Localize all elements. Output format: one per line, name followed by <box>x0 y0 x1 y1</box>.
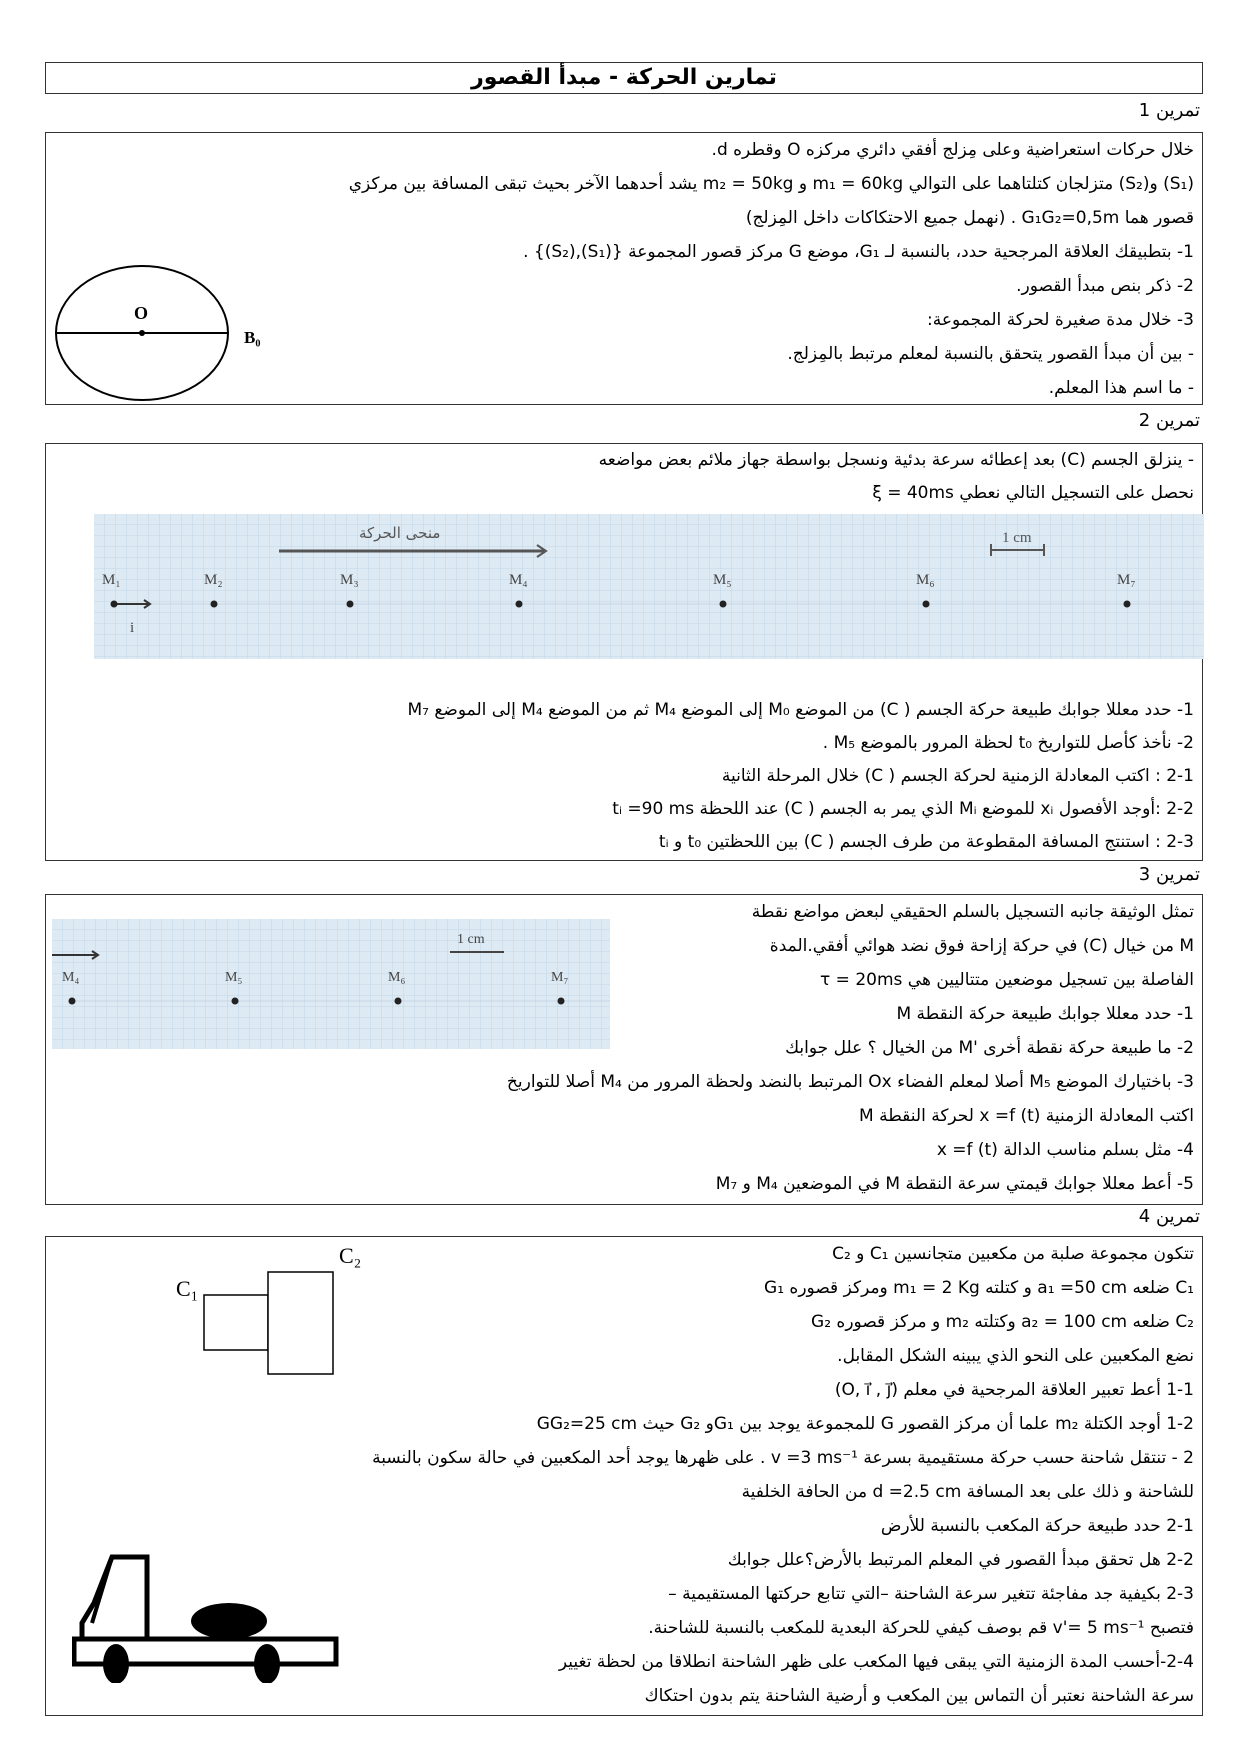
point-label: M₄ <box>62 970 80 985</box>
point-label: M₆ <box>388 970 406 985</box>
text-line: 4- مثل بسلم مناسب الدالة x =f (t) <box>936 1140 1194 1160</box>
exercise-1-label: تمرين 1 <box>1138 100 1200 121</box>
text-line: سرعة الشاحنة نعتبر أن التماس بين المكعب و أرضية الشاحنة يتم بدون احتكاك <box>644 1686 1194 1706</box>
truck-load <box>191 1603 267 1639</box>
point-m1 <box>111 601 118 608</box>
text-line: 1- بتطبيقك العلاقة المرجحية حدد، بالنسبة لـ G₁، موضع G مركز قصور المجموعة {(S₁),(S₂)} . <box>523 242 1194 262</box>
text-line: 1- حدد معللا جوابك طبيعة حركة الجسم ( C) من الموضع M₀ إلى الموضع M₄ ثم من الموضع M₄ إلى الموضع M₇ <box>407 700 1194 720</box>
text-line: اكتب المعادلة الزمنية x =f (t) لحركة النقطة M <box>859 1106 1194 1126</box>
text-line: الفاصلة بين تسجيل موضعين متتاليين هي τ = 20ms <box>820 970 1194 990</box>
text-line: 2- ما طبيعة حركة نقطة أخرى 'M من الخيال ؟ علل جوابك <box>785 1038 1194 1058</box>
recording-strip-3 <box>52 919 610 1049</box>
point-label: M₇ <box>1117 572 1136 588</box>
point-m2 <box>211 601 218 608</box>
text-line: خلال حركات استعراضية وعلى مِزلج أفقي دائري مركزه O وقطره d. <box>711 140 1194 160</box>
point-m7 <box>558 998 565 1005</box>
recording-strip <box>94 514 1204 659</box>
text-line: 3- خلال مدة صغيرة لحركة المجموعة: <box>926 310 1194 330</box>
exercise-2-intro <box>54 444 1194 510</box>
text-line: (S₁) و(S₂) متزلجان كتلتاهما على التوالي m₁ = 60kg و m₂ = 50kg يشد أحدهما الآخر بحيث تبقى المسافة بين مركزي <box>348 174 1194 194</box>
text-line: تمثل الوثيقة جانبه التسجيل بالسلم الحقيقي لبعض مواضع نقطة <box>751 902 1194 922</box>
exercise-4-label: تمرين 4 <box>1138 1206 1200 1227</box>
text-line: - ما اسم هذا المعلم. <box>1048 378 1194 398</box>
cube-c2 <box>268 1272 333 1374</box>
text-line: قصور هما G₁G₂=0,5m . (نهمل جميع الاحتكاكات داخل المِزلج) <box>745 208 1194 228</box>
text-line: C₁ ضلعه a₁ =50 cm و كتلته m₁ = 2 Kg ومركز قصوره G₁ <box>764 1278 1194 1298</box>
cube-c2-label: C₂ <box>339 1243 362 1268</box>
direction-label: منحى الحركة <box>359 524 441 542</box>
exercise-2-questions <box>54 694 1194 859</box>
exercise-2-label: تمرين 2 <box>1138 410 1200 431</box>
truck-cab <box>82 1557 147 1639</box>
exercise-1-box <box>45 132 1203 405</box>
truck-figure <box>72 1553 347 1683</box>
text-line: نحصل على التسجيل التالي نعطي ξ = 40ms <box>872 483 1194 503</box>
truck-wheel-front <box>254 1644 280 1683</box>
center-point <box>139 330 145 336</box>
scale-label: 1 cm <box>457 932 485 947</box>
point-label: M₃ <box>340 572 359 588</box>
text-line: تتكون مجموعة صلبة من مكعبين متجانسين C₁ و C₂ <box>832 1244 1194 1264</box>
point-label: M₅ <box>225 970 243 985</box>
text-line: 2-3 بكيفية جد مفاجئة تتغير سرعة الشاحنة –التي تتابع حركتها المستقيمية – <box>668 1584 1194 1604</box>
point-label: B₀ <box>244 328 261 347</box>
text-line: 1-1 أعط تعبير العلاقة المرجحية في معلم (O, i⃗ , j⃗) <box>834 1380 1194 1400</box>
text-line: 3- باختيارك الموضع M₅ أصلا لمعلم الفضاء Ox المرتبط بالنضد ولحظة المرور من M₄ أصلا للتواريخ <box>506 1072 1194 1092</box>
cube-c1-label: C₁ <box>176 1276 199 1301</box>
point-label: M₇ <box>551 970 569 985</box>
point-m6 <box>923 601 930 608</box>
point-label: M₅ <box>713 572 732 588</box>
point-m5 <box>232 998 239 1005</box>
text-line: 2-2 هل تحقق مبدأ القصور في المعلم المرتبط بالأرض؟علل جوابك <box>727 1550 1194 1570</box>
truck-wheel-rear <box>103 1644 129 1683</box>
point-m7 <box>1124 601 1131 608</box>
unit-vector-label: i <box>130 620 135 636</box>
page-title: تمارين الحركة - مبدأ القصور <box>45 62 1203 94</box>
text-line: 1- حدد معللا جوابك طبيعة حركة النقطة M <box>896 1004 1194 1024</box>
text-line: 5- أعط معللا جوابك قيمتي سرعة النقطة M في الموضعين M₄ و M₇ <box>715 1174 1194 1194</box>
point-m3 <box>347 601 354 608</box>
text-line: 2- نأخذ كأصل للتواريخ t₀ لحظة المرور بالموضع M₅ . <box>822 733 1194 753</box>
exercise-2-box <box>45 443 1203 861</box>
text-line: - ينزلق الجسم (C) بعد إعطائه سرعة بدئية ونسجل بواسطة جهاز ملائم بعض مواضعه <box>598 450 1194 470</box>
text-line: C₂ ضلعه a₂ = 100 cm وكتلته m₂ و مركز قصوره G₂ <box>811 1312 1194 1332</box>
skating-rink-figure <box>54 263 274 403</box>
point-label: M₂ <box>204 572 223 588</box>
text-line: 1-2 أوجد الكتلة m₂ علما أن مركز القصور G للمجموعة يوجد بين G₁و G₂ حيث GG₂=25 cm <box>536 1414 1194 1434</box>
text-line: 2-1 : اكتب المعادلة الزمنية لحركة الجسم ( C) خلال المرحلة الثانية <box>721 766 1194 786</box>
cube-c1 <box>204 1295 268 1350</box>
text-line: 2- ذكر بنص مبدأ القصور. <box>1016 276 1194 296</box>
exercise-3-label: تمرين 3 <box>1138 864 1200 885</box>
text-line: للشاحنة و ذلك على بعد المسافة d =2.5 cm من الحافة الخلفية <box>741 1482 1194 1502</box>
point-label: M₁ <box>102 572 121 588</box>
point-m4 <box>516 601 523 608</box>
text-line: 2-3 : استنتج المسافة المقطوعة من طرف الجسم ( C) بين اللحظتين t₀ و tᵢ <box>658 832 1194 852</box>
point-m6 <box>395 998 402 1005</box>
text-line: نضع المكعبين على النحو الذي يبينه الشكل المقابل. <box>837 1346 1194 1366</box>
point-label: M₄ <box>509 572 528 588</box>
cubes-figure <box>156 1241 406 1391</box>
point-label: M₆ <box>916 572 935 588</box>
point-m5 <box>720 601 727 608</box>
exercise-4-box <box>45 1236 1203 1716</box>
text-line: 2-4-أحسب المدة الزمنية التي يبقى فيها المكعب على ظهر الشاحنة انطلاقا من لحظة تغيير <box>558 1652 1194 1672</box>
center-label: O <box>134 303 149 323</box>
text-line: M من خيال (C) في حركة إزاحة فوق نضد هوائي أفقي.المدة <box>769 936 1194 956</box>
text-line: 2-2 :أوجد الأفصول xᵢ للموضع Mᵢ الذي يمر به الجسم ( C) عند اللحظة tᵢ =90 ms <box>612 799 1194 819</box>
text-line: - بين أن مبدأ القصور يتحقق بالنسبة لمعلم مرتبط بالمِزلج. <box>787 344 1194 364</box>
text-line: 2 - تنتقل شاحنة حسب حركة مستقيمية بسرعة v =3 ms⁻¹ . على ظهرها يوجد أحد المكعبين في حالة سكون بالنسبة <box>372 1448 1194 1468</box>
scale-label: 1 cm <box>1002 530 1032 546</box>
text-line: فتصبح v'= 5 ms⁻¹ قم بوصف كيفي للحركة البعدية للمكعب بالنسبة للشاحنة. <box>648 1618 1194 1638</box>
point-m4 <box>69 998 76 1005</box>
text-line: 2-1 حدد طبيعة حركة المكعب بالنسبة للأرض <box>880 1516 1194 1536</box>
exercise-3-box <box>45 894 1203 1205</box>
